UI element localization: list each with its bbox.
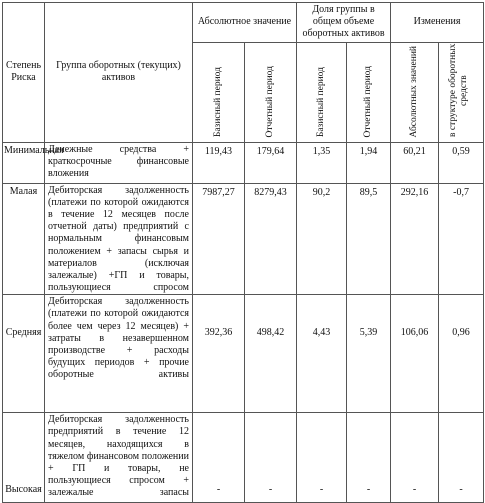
header-group: Группа оборотных (текущих) активов: [45, 3, 193, 143]
header-share-base: [297, 42, 347, 142]
group-text: Дебиторская задолженность (платежи по которой ожидаются в течение 12 месяцев после отчетной даты) предприятий с нормальным финансовым положением + запасы сырья и материалов (исключая залежалые) +ГП и товары, пользующиеся спросом: [48, 184, 189, 294]
share-base-cell: 90,2: [297, 183, 347, 295]
abs-report-cell: 498,42: [245, 295, 297, 413]
group-text: Дебиторская задолженность предприятий в течение 12 месяцев, находящихся в тяжелом финансовом положении + ГП и товары, не пользующиеся спросом + залежалые запасы: [48, 414, 189, 499]
chg-abs-cell: 292,16: [391, 183, 439, 295]
header-chg-abs: [391, 42, 439, 142]
risk-cell: Минимальная: [3, 142, 45, 183]
group-text: Денежные средства + краткосрочные финансовые вложения: [48, 143, 189, 179]
group-text: Дебиторская задолженность (платежи по которой ожидаются более чем через 12 месяцев) + затраты в незавершенном производстве + расходы будущих периодов + прочие оборотные активы: [48, 296, 189, 381]
group-cell: [45, 413, 193, 503]
abs-report-cell: 8279,43: [245, 183, 297, 295]
header-abs-report: [245, 42, 297, 142]
header-share-report-label: Отчетный период: [362, 66, 373, 138]
share-base-cell: 1,35: [297, 142, 347, 183]
abs-report-cell: 179,64: [245, 142, 297, 183]
group-cell: [45, 142, 193, 183]
header-share: Доля группы в общем объеме оборотных активов: [297, 3, 391, 43]
group-cell: [45, 183, 193, 295]
abs-base-cell: 7987,27: [193, 183, 245, 295]
chg-abs-cell: 106,06: [391, 295, 439, 413]
table-row: [3, 413, 484, 503]
share-report-cell: 5,39: [347, 295, 391, 413]
chg-struct-cell: -: [439, 413, 484, 503]
group-cell: [45, 295, 193, 413]
share-report-cell: 1,94: [347, 142, 391, 183]
risk-cell: Средняя: [3, 295, 45, 413]
abs-base-cell: 392,36: [193, 295, 245, 413]
header-risk: Степень Риска: [3, 3, 45, 143]
abs-report-cell: -: [245, 413, 297, 503]
share-base-cell: -: [297, 413, 347, 503]
header-abs-value: Абсолютное значение: [193, 3, 297, 43]
table-row: [3, 142, 484, 183]
header-share-base-label: Базисный период: [315, 67, 326, 138]
risk-cell: Высокая: [3, 413, 45, 503]
share-report-cell: -: [347, 413, 391, 503]
table-row: [3, 295, 484, 413]
risk-cell: Малая: [3, 183, 45, 295]
risk-assets-table: [2, 2, 484, 503]
header-abs-base: [193, 42, 245, 142]
header-changes: Изменения: [391, 3, 484, 43]
header-chg-struct-label: в структуре оборотных средств: [448, 43, 469, 137]
header-chg-struct: [439, 42, 484, 142]
header-abs-report-label: Отчетный период: [264, 66, 275, 138]
header-chg-abs-label: Абсолютных значений: [408, 46, 419, 138]
header-share-report: [347, 42, 391, 142]
abs-base-cell: 119,43: [193, 142, 245, 183]
chg-struct-cell: 0,96: [439, 295, 484, 413]
chg-abs-cell: 60,21: [391, 142, 439, 183]
header-row-top: [3, 3, 484, 43]
header-abs-base-label: Базисный период: [212, 67, 223, 138]
abs-base-cell: -: [193, 413, 245, 503]
chg-struct-cell: 0,59: [439, 142, 484, 183]
share-base-cell: 4,43: [297, 295, 347, 413]
table-row: [3, 183, 484, 295]
share-report-cell: 89,5: [347, 183, 391, 295]
chg-abs-cell: -: [391, 413, 439, 503]
chg-struct-cell: -0,7: [439, 183, 484, 295]
